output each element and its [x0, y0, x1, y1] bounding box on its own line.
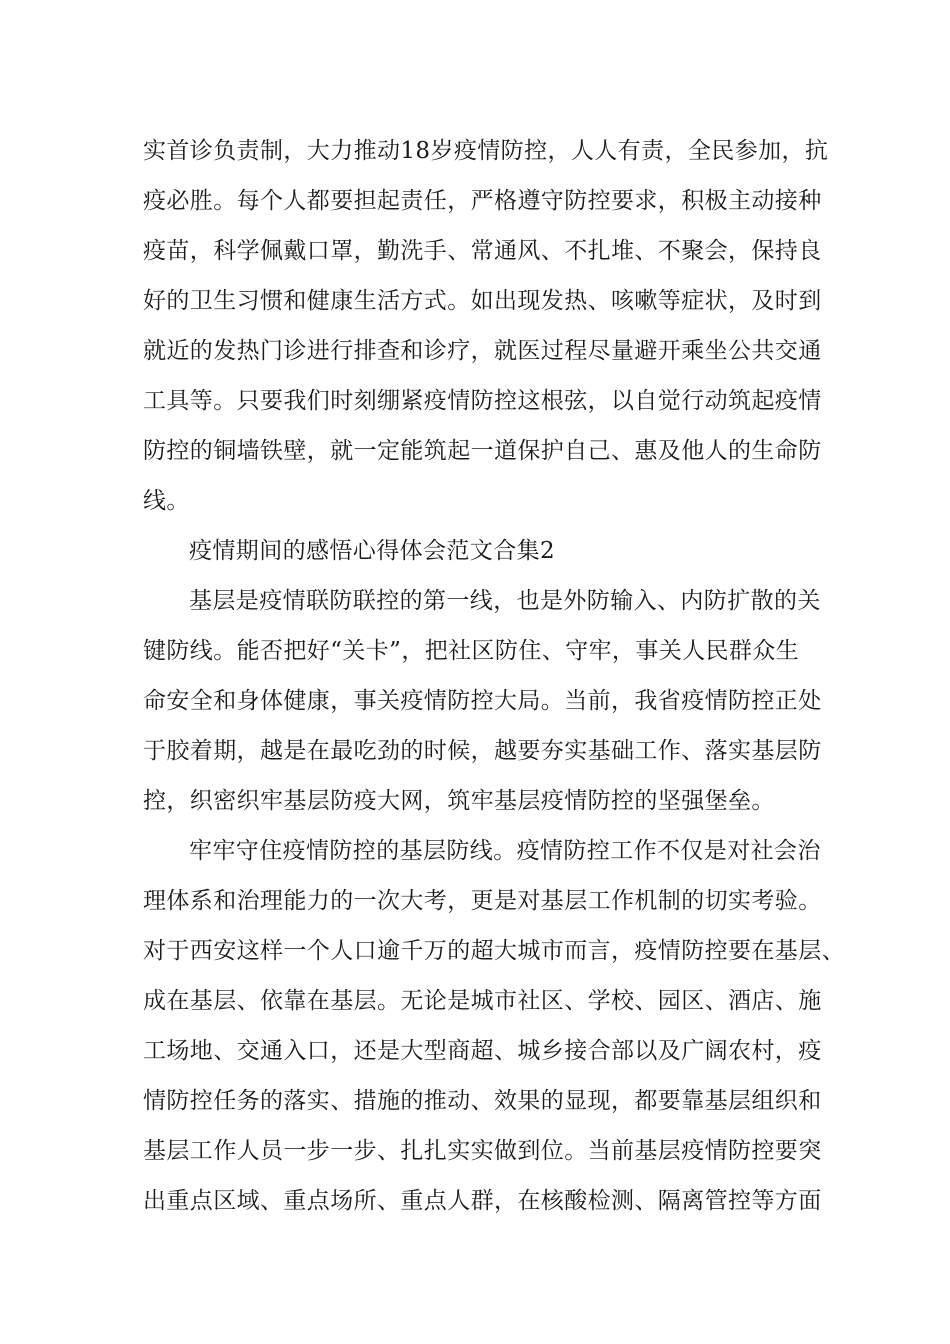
text-line: 命安全和身体健康，事关疫情防控大局。当前，我省疫情防控正处	[143, 688, 822, 714]
text-line: 键防线。能否把好“关卡”，把社区防住、守牢，事关人民群众生	[143, 638, 800, 664]
text-line: 情防控任务的落实、措施的推动、效果的显现，都要靠基层组织和	[143, 1088, 822, 1114]
section-title: 疫情期间的感悟心得体会范文合集2	[189, 538, 556, 564]
text-line: 就近的发热门诊进行排查和诊疗，就医过程尽量避开乘坐公共交通	[143, 338, 822, 364]
text-line: 基层是疫情联防联控的第一线，也是外防输入、内防扩散的关	[189, 588, 821, 614]
text-line: 线。	[143, 488, 190, 514]
section-heading	[143, 526, 823, 576]
document-body	[143, 126, 845, 1226]
paragraph-2	[143, 576, 823, 826]
text-line: 防控的铜墙铁壁，就一定能筑起一道保护自己、惠及他人的生命防	[143, 438, 822, 464]
text-line: 好的卫生习惯和健康生活方式。如出现发热、咳嗽等症状，及时到	[143, 288, 822, 314]
text-line: 疫苗，科学佩戴口罩，勤洗手、常通风、不扎堆、不聚会，保持良	[143, 238, 822, 264]
text-line: 工具等。只要我们时刻绷紧疫情防控这根弦，以自觉行动筑起疫情	[143, 388, 822, 414]
text-line: 于胶着期，越是在最吃劲的时候，越要夯实基础工作、落实基层防	[143, 738, 822, 764]
text-line: 控，织密织牢基层防疫大网，筑牢基层疫情防控的坚强堡垒。	[143, 788, 775, 814]
text-line: 出重点区域、重点场所、重点人群，在核酸检测、隔离管控等方面	[143, 1188, 822, 1214]
paragraph-1	[143, 126, 829, 526]
text-line: 疫必胜。每个人都要担起责任，严格遵守防控要求，积极主动接种	[143, 188, 822, 214]
text-line: 理体系和治理能力的一次大考，更是对基层工作机制的切实考验。	[143, 888, 822, 914]
text-line: 成在基层、依靠在基层。无论是城市社区、学校、园区、酒店、施	[143, 988, 822, 1014]
text-line: 工场地、交通入口，还是大型商超、城乡接合部以及广阔农村，疫	[143, 1038, 822, 1064]
text-line: 实首诊负责制，大力推动18岁疫情防控，人人有责，全民参加，抗	[143, 138, 829, 164]
text-line: 牢牢守住疫情防控的基层防线。疫情防控工作不仅是对社会治	[189, 838, 821, 864]
paragraph-3	[143, 826, 845, 1226]
text-line: 对于西安这样一个人口逾千万的超大城市而言，疫情防控要在基层、	[143, 938, 845, 964]
text-line: 基层工作人员一步一步、扎扎实实做到位。当前基层疫情防控要突	[143, 1138, 822, 1164]
